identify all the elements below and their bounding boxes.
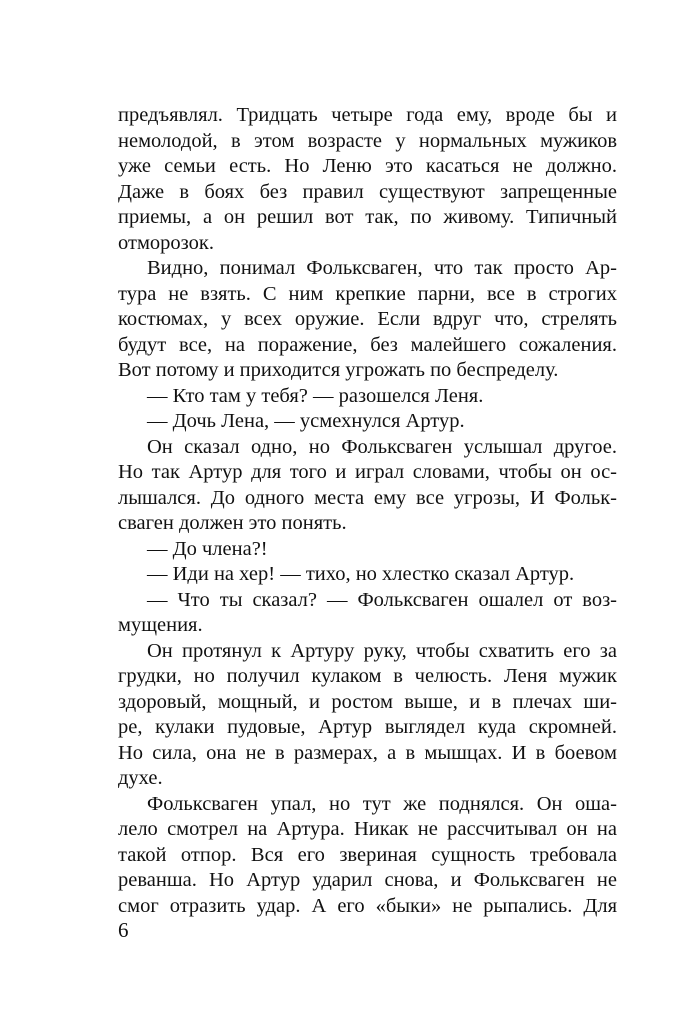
text-line: — Иди на хер! — тихо, но хлестко сказал Артур. [147,563,575,585]
text-line: уже семьи есть. Но Леню это касаться не должно. [118,155,617,177]
text-line: отморозок. [118,231,214,254]
text-line: Даже в боях без правил существуют запрещенные [118,180,617,203]
text-line: сваген должен это понять. [118,512,347,534]
paragraph [118,256,617,384]
text-line: будут все, на поражение, без малейшего сожаления. [118,333,617,356]
text-line: Фольксваген упал, но тут же поднялся. Он оша- [147,792,617,815]
text-line: костюмах, у всех оружие. Если вдруг что, стрелять [118,308,617,330]
page-number: 6 [118,918,129,942]
text-line: реванша. Но Артур ударил снова, и Фольксваген не [118,869,617,891]
paragraph [118,103,617,256]
text-line: предъявлял. Тридцать четыре года ему, вроде бы и [118,104,617,126]
dialogue-line [118,537,617,563]
text-line: — Кто там у тебя? — разошелся Леня. [147,384,484,407]
text-line: Он сказал одно, но Фольксваген услышал другое. [147,435,617,458]
text-line: здоровый, мощный, и ростом выше, и в плечах ши- [118,690,617,713]
paragraph [118,792,617,920]
text-line: грудки, но получил кулаком в челюсть. Леня мужик [118,665,617,687]
text-line: ре, кулаки пудовые, Артур выглядел куда скромней. [118,716,617,738]
text-line: Но сила, она не в размерах, а в мышцах. И в боевом [118,741,617,764]
text-line: Он протянул к Артуру руку, чтобы схватить его за [147,639,617,662]
text-line: приемы, а он решил вот так, по живому. Типичный [118,206,617,228]
dialogue-line [118,562,617,588]
text-line: — Что ты сказал? — Фольксваген ошалел от воз- [147,588,617,611]
dialogue-line [118,384,617,410]
text-line: — До члена?! [147,537,268,560]
paragraph [118,639,617,792]
text-line: тура не взять. С ним крепкие парни, все в строгих [118,282,617,305]
paragraph [118,435,617,537]
text-line: лышался. До одного места ему все угрозы, И Фольк- [118,486,617,509]
text-line: — Дочь Лена, — усмехнулся Артур. [147,410,465,432]
text-line: мущения. [118,614,203,636]
dialogue-line [118,588,617,639]
text-line: немолодой, в этом возрасте у нормальных мужиков [118,129,617,152]
text-line: смог отразить удар. А его «быки» не рыпались. Для [118,894,617,917]
text-line: Вот потому и приходится угрожать по беспределу. [118,359,559,381]
text-line: духе. [118,767,163,789]
text-line: Видно, понимал Фольксваген, что так просто Ар- [147,257,617,279]
text-line: лело смотрел на Артура. Никак не рассчитывал он на [118,818,617,840]
body-text [118,103,617,919]
text-line: такой отпор. Вся его звериная сущность требовала [118,843,617,866]
dialogue-line [118,409,617,435]
text-line: Но так Артур для того и играл словами, чтобы он ос- [118,461,617,483]
